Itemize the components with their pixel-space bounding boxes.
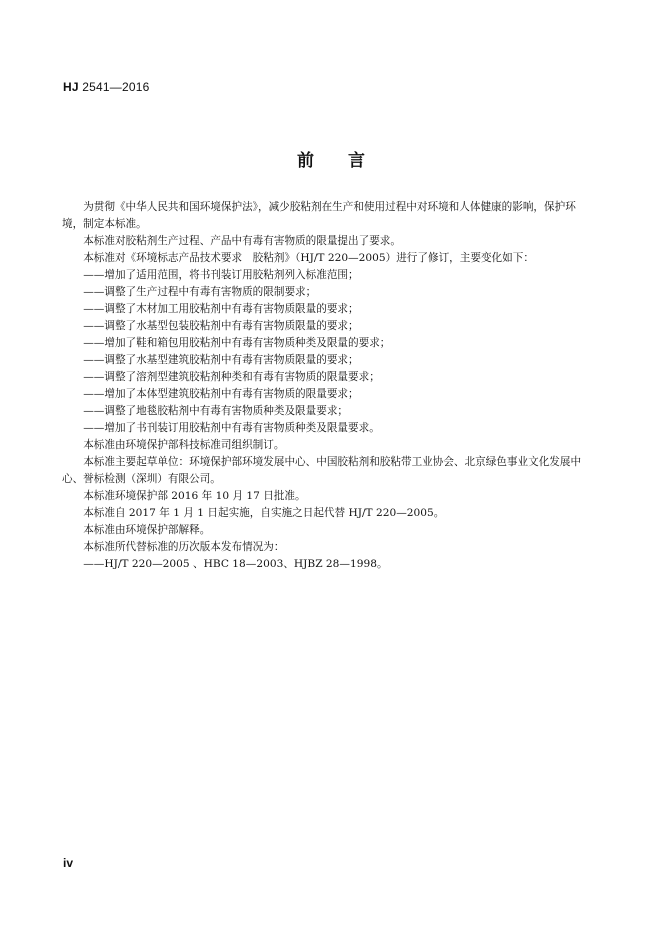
change-item: ——调整了木材加工用胶粘剂中有毒有害物质限量的要求； bbox=[83, 303, 359, 315]
change-item: ——调整了生产过程中有毒有害物质的限制要求； bbox=[83, 286, 317, 298]
paragraph: 本标准主要起草单位：环境保护部环境发展中心、中国胶粘剂和胶粘带工业协会、北京绿色事业文化发展中心、誉标检测（深圳）有限公司。 bbox=[62, 456, 582, 485]
paragraph: 本标准环境保护部 2016 年 10 月 17 日批准。 bbox=[83, 490, 306, 502]
paragraph: 本标准由环境保护部科技标准司组织制订。 bbox=[83, 439, 285, 451]
page-title bbox=[0, 146, 662, 171]
change-item: ——调整了水基型包装胶粘剂中有毒有害物质限量的要求； bbox=[83, 320, 359, 332]
page-number: iv bbox=[63, 856, 74, 870]
change-item: ——增加了适用范围，将书刊装订用胶粘剂列入标准范围； bbox=[83, 269, 359, 281]
change-item: ——增加了鞋和箱包用胶粘剂中有毒有害物质种类及限量的要求； bbox=[83, 337, 391, 349]
standard-code bbox=[63, 80, 150, 94]
title-char-1: 前 bbox=[297, 151, 314, 171]
change-item: ——增加了本体型建筑胶粘剂中有毒有害物质的限量要求； bbox=[83, 388, 359, 400]
paragraph: 本标准对胶粘剂生产过程、产品中有毒有害物质的限量提出了要求。 bbox=[83, 235, 401, 247]
standard-prefix: HJ bbox=[63, 80, 79, 94]
change-item: ——调整了溶剂型建筑胶粘剂种类和有毒有害物质的限量要求； bbox=[83, 371, 380, 383]
replaced-standards-item: ——HJ/T 220—2005 、HBC 18—2003、HJBZ 28—1998。 bbox=[83, 558, 388, 570]
paragraph: 本标准对《环境标志产品技术要求 胶粘剂》（HJ/T 220—2005）进行了修订，主要变化如下： bbox=[83, 252, 534, 264]
paragraph: 为贯彻《中华人民共和国环境保护法》，减少胶粘剂在生产和使用过程中对环境和人体健康的影响，保护环境，制定本标准。 bbox=[62, 201, 576, 230]
paragraph: 本标准所代替标准的历次版本发布情况为： bbox=[83, 541, 285, 553]
standard-number: 2541—2016 bbox=[82, 80, 150, 94]
paragraph: 本标准由环境保护部解释。 bbox=[83, 524, 211, 536]
change-item: ——调整了水基型建筑胶粘剂中有毒有害物质限量的要求； bbox=[83, 354, 359, 366]
change-item: ——调整了地毯胶粘剂中有毒有害物质种类及限量要求； bbox=[83, 405, 349, 417]
preface-body bbox=[62, 199, 594, 573]
title-char-2: 言 bbox=[348, 151, 365, 171]
change-item: ——增加了书刊装订用胶粘剂中有毒有害物质种类及限量要求。 bbox=[83, 422, 380, 434]
paragraph: 本标准自 2017 年 1 月 1 日起实施，自实施之日起代替 HJ/T 220—2005。 bbox=[83, 507, 445, 519]
